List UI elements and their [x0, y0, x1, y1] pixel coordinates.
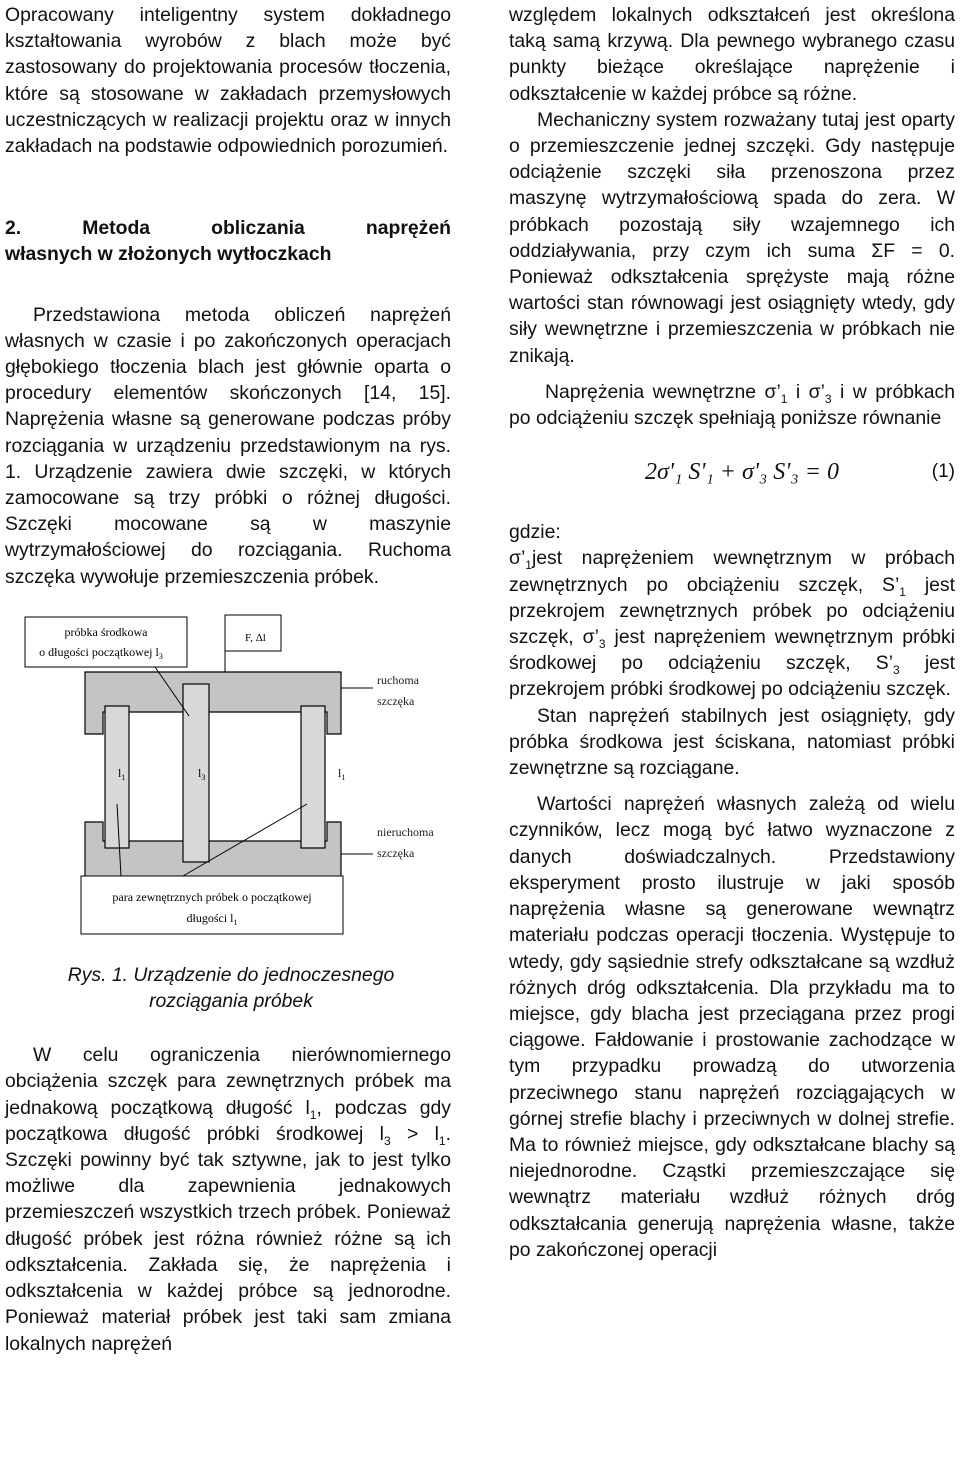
definitions-paragraph: $\sigma’_1jest$ naprężeniem wewnętrznym w próbach zewnętrznych po obciążeniu szczęk, $S’_1$ jest przekrojem zewnętrznych próbek po odciążeniu szczęk, $\sigma’_3$ jest naprężeniem wewnętrznym próbki środkowej po odciążeniu szczęk, $S’_3$ jest przekrojem próbki środkowej po odciążeniu szczęk.	[509, 547, 956, 701]
right-paragraph-1: względem lokalnych odkształceń jest określona taką samą krzywą. Dla pewnego wybranego czasu punkty bieżące określające naprężenie i odkształcenie w każdej próbce są różne.	[509, 4, 955, 105]
label-l1-left: $l_1$	[118, 765, 126, 782]
figure-caption-line1: Rys. 1. Urządzenie do jednoczesnego	[67, 963, 395, 986]
gdzie-label: gdzie:	[509, 521, 561, 544]
label-center-line1: próbka środkowa	[64, 624, 148, 639]
equation-1: 2σ'₁ S'₁ + σ'₃ S'₃ = 0	[645, 459, 839, 486]
specimen-right	[301, 706, 325, 848]
figure-1	[5, 604, 451, 976]
label-fixed-jaw-line1: nieruchoma	[377, 824, 434, 839]
label-outer-line2: długości $l_1$	[186, 910, 238, 927]
method-paragraph: Przedstawiona metoda obliczeń naprężeń własnych w czasie i po zakończonych operacjach głębokiego tłoczenia blach jest głównie oparta o procedury elementów skończonych [14, 15]. Naprężenia własne są generowane podczas próby rozciągania w urządzeniu przedstawionym na rys. 1. Urządzenie zawiera dwie szczęki, w których zamocowane są trzy próbki o różnej długości. Szczęki mocowane są w maszynie wytrzymałościowej do rozciągania. Ruchoma szczęka wywołuje przemieszczenia próbek.	[5, 303, 451, 588]
label-outer-line1: para zewnętrznych próbek o początkowej	[112, 889, 312, 904]
label-box-outer-specimens	[81, 876, 343, 934]
label-moving-jaw-line2: szczęka	[377, 693, 415, 708]
right-paragraph-2: Mechaniczny system rozważany tutaj jest oparty o przemieszczenie jednej szczęki. Gdy następuje odciążenie szczęki siła przenoszona przez maszynę wytrzymałościową spada do zera. W próbkach pozostają siły wzajemnego ich oddziaływania, przy czym ich suma ΣF = 0. Ponieważ odkształcenia sprężyste mają różne wartości stan równowagi jest osiągnięty wtedy, gdy siły wewnętrzne i przemieszczenia w próbkach nie znikają.	[509, 108, 955, 367]
specimen-left	[105, 706, 129, 848]
apparatus-diagram	[5, 604, 451, 976]
label-center-line2: o długości początkowej $l_3$	[39, 644, 163, 661]
left-column	[5, 0, 451, 1357]
figure-caption-line2: rozciągania próbek	[149, 990, 313, 1013]
force-label: F, Δl	[245, 631, 266, 644]
intro-paragraph: Opracowany inteligentny system dokładnego kształtowania wyrobów z blach może być zastosowany do projektowania procesów tłoczenia, które są stosowane w zakładach przemysłowych uczestniczących w realizacji projektu oraz w innych zakładach na podstawie odpowiednich porozumień.	[5, 4, 451, 158]
right-paragraph-3: Naprężenia wewnętrzne $\sigma’_1$ i $\sigma’_3$ i w próbkach po odciążeniu szczęk spełniają poniższe równanie	[509, 380, 955, 430]
right-paragraph-5: Wartości naprężeń własnych zależą od wielu czynników, lecz mogą być łatwo wyznaczone z danych doświadczalnych. Przedstawiony eksperyment prosto ilustruje w jaki sposób naprężenia własne są generowane wewnątrz materiału podczas operacji tłoczenia. Występuje to wtedy, gdy sąsiednie strefy odkształcane są wzdłuż różnych dróg odkształcenia. Dla przykładu ma to miejsce, gdy blacha jest przeciągana przez progi ciągowe. Fałdowanie i prostowanie zachodzące w tym przypadku prowadzą do utworzenia przeciwnego stanu naprężeń rozciągających w górnej strefie blachy i przeciwnych w dolnej strefie. Ma to również miejsce, gdy odkształcane blachy są niejednorodne. Cząstki przemieszczające się wewnątrz materiału wzdłuż różnych dróg odkształcania generują naprężenia własne, także po zakończonej operacji	[509, 793, 955, 1261]
section-heading-line2: własnych w złożonych wytłoczkach	[5, 243, 332, 266]
section-heading-line1: 2. Metoda obliczania naprężeń	[5, 217, 451, 240]
equation-row	[509, 449, 955, 505]
right-column	[509, 0, 955, 1263]
equation-number: (1)	[931, 461, 955, 483]
label-l3: $l_3$	[198, 765, 206, 782]
section-heading	[5, 215, 451, 267]
label-l1-right: $l_1$	[338, 765, 346, 782]
label-moving-jaw-line1: ruchoma	[377, 672, 419, 687]
label-fixed-jaw-line2: szczęka	[377, 845, 415, 860]
jaw-paragraph: W celu ograniczenia nierównomiernego obciążenia szczęk para zewnętrznych próbek ma jednakową początkową długość $l_1$, podczas gdy początkowa długość próbki środkowej $l_3 > l_1$. Szczęki powinny być tak sztywne, jak to jest tylko możliwe dla zapewnienia jednakowych przemieszczeń wszystkich trzech próbek. Ponieważ długość próbek jest różna również różne są ich odkształcenia. Zakłada się, że naprężenia i odkształcenia w każdej próbce są jednorodne. Ponieważ materiał próbek jest taki sam zmiana lokalnych naprężeń	[5, 1044, 451, 1355]
right-paragraph-4: Stan naprężeń stabilnych jest osiągnięty, gdy próbka środkowa jest ściskana, natomiast próbki zewnętrzne są rozciągane.	[509, 704, 955, 780]
